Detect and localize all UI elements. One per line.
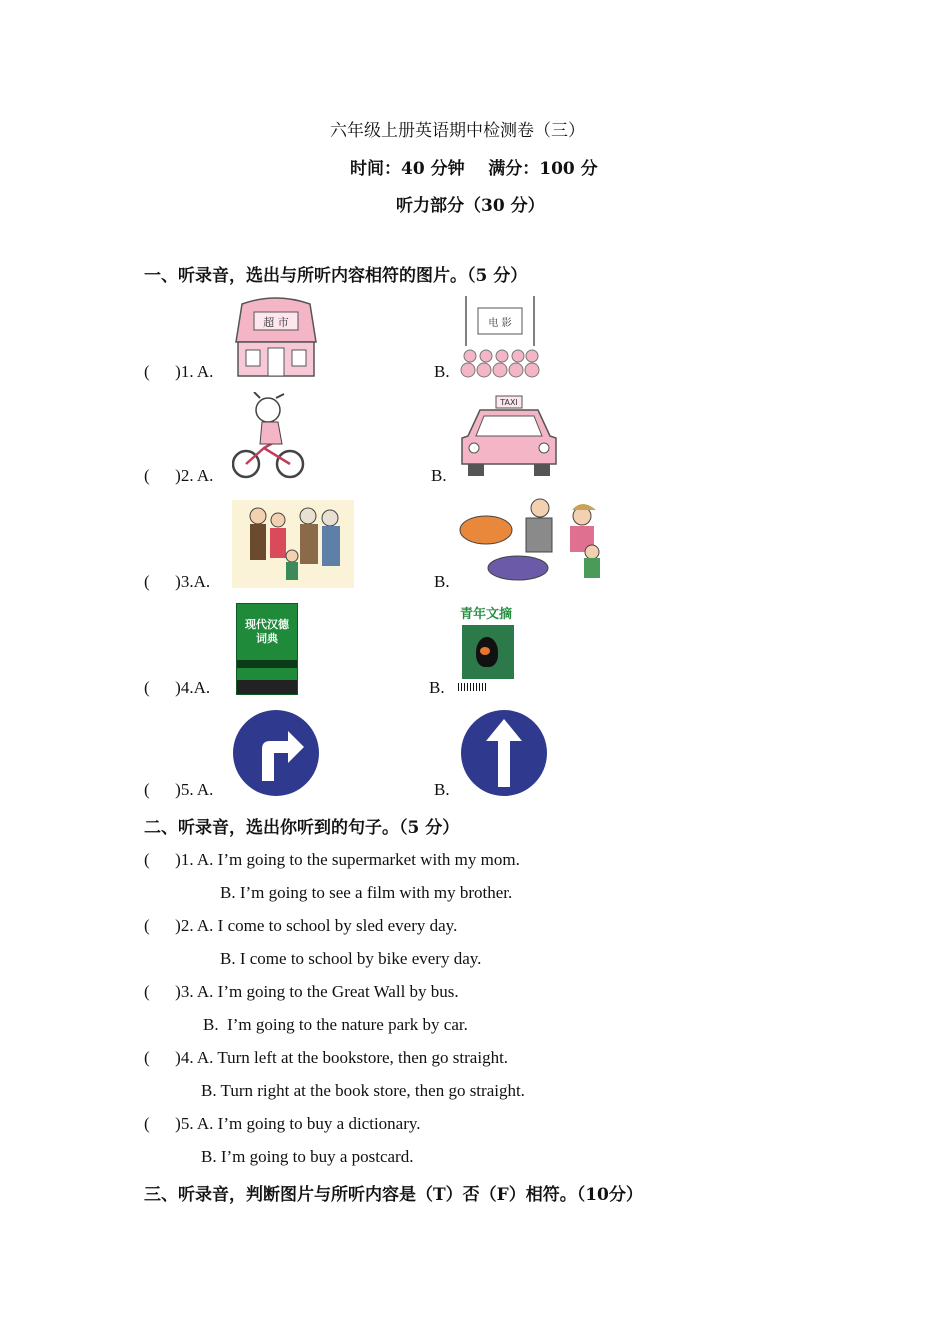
girl-riding-bike-picture [232, 392, 308, 482]
s1-q4-b: B. [429, 678, 445, 697]
family-visit-picture [232, 500, 354, 588]
supermarket-sign-text: 超 市 [263, 316, 289, 329]
travellers-picture [458, 496, 608, 588]
s1-q3-b: B. [434, 572, 450, 591]
s2-q1-a: ( )1. A. I’m going to the supermarket with my mom. [144, 850, 520, 869]
s1-q1-label: ( )1. A. [144, 362, 214, 381]
s1-q3-label: ( )3.A. [144, 572, 211, 591]
taxi-picture [458, 394, 560, 480]
go-straight-sign-picture [460, 709, 548, 797]
s1-q5-b: B. [434, 780, 450, 799]
supermarket-picture [232, 296, 320, 380]
s1-q4-label: ( )4.A. [144, 678, 211, 697]
section3-heading: 三、听录音，判断图片与所听内容是（T）否（F）相符。（10分） [144, 1185, 643, 1205]
s2-q1-b: B. I’m going to see a film with my brother. [220, 883, 513, 902]
dictionary-title: 现代汉德 词典 [245, 618, 289, 645]
cinema-screen-text: 电 影 [488, 318, 512, 329]
s2-q2-a: ( )2. A. I come to school by sled every day. [144, 916, 458, 935]
taxi-sign-text: TAXI [500, 398, 518, 407]
part-title: 听力部分（30 分） [396, 196, 545, 216]
s2-q4-a: ( )4. A. Turn left at the bookstore, then go straight. [144, 1048, 509, 1067]
s2-q5-a: ( )5. A. I’m going to buy a dictionary. [144, 1114, 421, 1133]
s1-q2-b: B. [431, 466, 447, 485]
dictionary-picture [236, 603, 298, 695]
s2-q5-b: B. I’m going to buy a postcard. [201, 1147, 414, 1166]
s1-q2-label: ( )2. A. [144, 466, 214, 485]
magazine-picture [458, 603, 518, 691]
s1-q5-label: ( )5. A. [144, 780, 214, 799]
s2-q3-a: ( )3. A. I’m going to the Great Wall by bus. [144, 982, 459, 1001]
magazine-title: 青年文摘 [460, 607, 513, 622]
page-title: 六年级上册英语期中检测卷（三） [330, 121, 585, 141]
s2-q2-b: B. I come to school by bike every day. [220, 949, 482, 968]
s1-q1-b: B. [434, 362, 450, 381]
turn-right-sign-picture [232, 709, 320, 797]
time-score-line: 时间：40 分钟 满分：100 分 [350, 159, 598, 179]
s2-q4-b: B. Turn right at the book store, then go straight. [201, 1081, 525, 1100]
cinema-picture [460, 296, 540, 380]
s2-q3-b: B. I’m going to the nature park by car. [203, 1015, 468, 1034]
section2-heading: 二、听录音，选出你听到的句子。（5 分） [144, 818, 460, 838]
section1-heading: 一、听录音，选出与所听内容相符的图片。（5 分） [144, 266, 528, 286]
